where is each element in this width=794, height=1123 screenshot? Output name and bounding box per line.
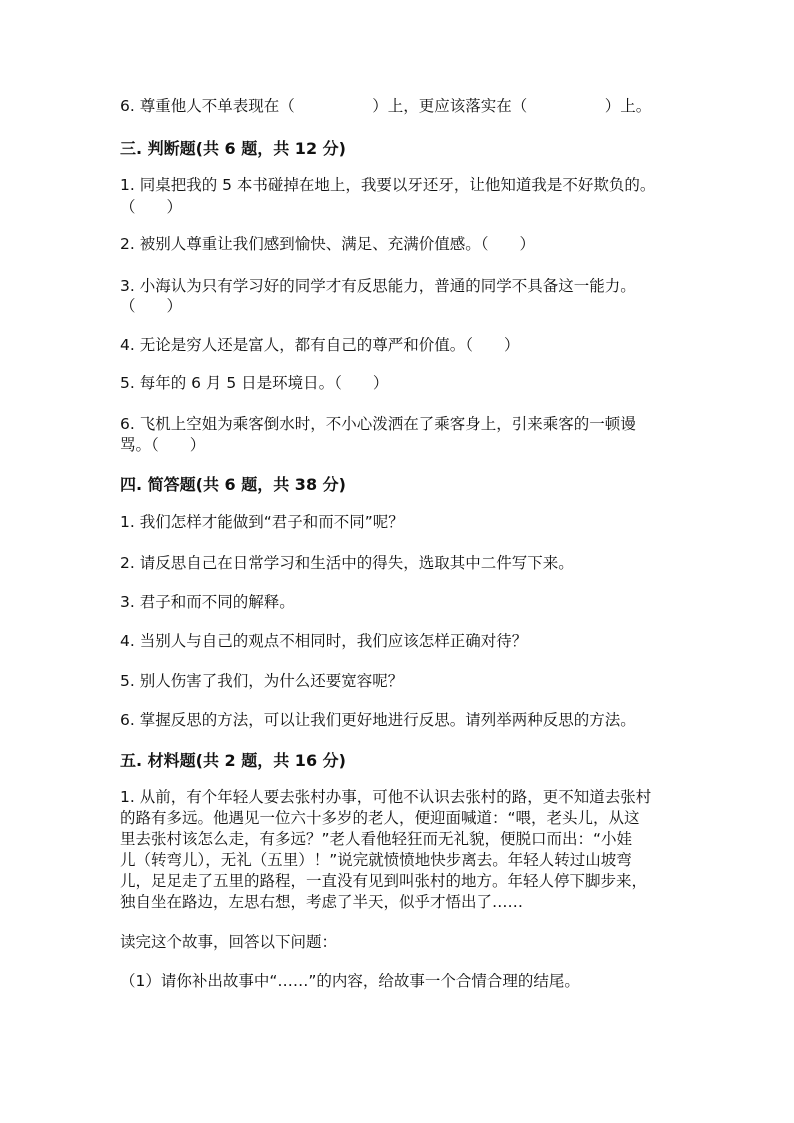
judge-answer-6: 骂。（ ）: [120, 436, 206, 454]
section-4-title: 四. 简答题(共 6 题，共 38 分): [120, 475, 346, 494]
judge-question-2: 2. 被别人尊重让我们感到愉快、满足、充满价值感。（ ）: [120, 235, 535, 253]
section-5-title: 五. 材料题(共 2 题，共 16 分): [120, 751, 346, 770]
judge-question-1: 1. 同桌把我的 5 本书碰掉在地上，我要以牙还牙，让他知道我是不好欺负的。: [120, 176, 656, 194]
section-3-title: 三. 判断题(共 6 题，共 12 分): [120, 139, 346, 158]
judge-question-5: 5. 每年的 6 月 5 日是环境日。（ ）: [120, 374, 389, 392]
fill-question-6: 6. 尊重他人不单表现在（ ）上，更应该落实在（ ）上。: [120, 97, 652, 115]
short-question-2: 2. 请反思自己在日常学习和生活中的得失，选取其中二件写下来。: [120, 554, 574, 572]
short-question-5: 5. 别人伤害了我们，为什么还要宽容呢？: [120, 672, 404, 690]
material-line-3: 里去张村该怎么走，有多远？”老人看他轻狂而无礼貌，便脱口而出：“小娃: [120, 830, 633, 848]
material-line-6: 独自坐在路边，左思右想，考虑了半天，似乎才悟出了……: [120, 893, 524, 911]
material-sub-question-1: （1）请你补出故事中“……”的内容，给故事一个合情合理的结尾。: [120, 972, 580, 990]
short-question-4: 4. 当别人与自己的观点不相同时，我们应该怎样正确对待？: [120, 632, 528, 650]
short-question-3: 3. 君子和而不同的解释。: [120, 593, 295, 611]
judge-question-6: 6. 飞机上空姐为乘客倒水时，不小心泼洒在了乘客身上，引来乘客的一顿谩: [120, 415, 636, 433]
material-line-2: 的路有多远。他遇见一位六十多岁的老人，便迎面喊道：“喂，老头儿，从这: [120, 809, 640, 827]
short-question-1: 1. 我们怎样才能做到“君子和而不同”呢？: [120, 513, 404, 531]
material-line-4: 儿（转弯儿），无礼（五里）！”说完就愤愤地快步离去。年轻人转过山坡弯: [120, 851, 632, 869]
judge-answer-3: （ ）: [120, 297, 183, 315]
judge-answer-1: （ ）: [120, 198, 183, 216]
short-question-6: 6. 掌握反思的方法，可以让我们更好地进行反思。请列举两种反思的方法。: [120, 711, 636, 729]
judge-question-4: 4. 无论是穷人还是富人，都有自己的尊严和价值。（ ）: [120, 336, 520, 354]
judge-question-3: 3. 小海认为只有学习好的同学才有反思能力，普通的同学不具备这一能力。: [120, 277, 636, 295]
material-line-1: 1. 从前，有个年轻人要去张村办事，可他不认识去张村的路，更不知道去张村: [120, 788, 652, 806]
material-line-5: 儿，足足走了五里的路程，一直没有见到叫张村的地方。年轻人停下脚步来，: [120, 872, 648, 890]
material-prompt: 读完这个故事，回答以下问题：: [120, 933, 338, 951]
